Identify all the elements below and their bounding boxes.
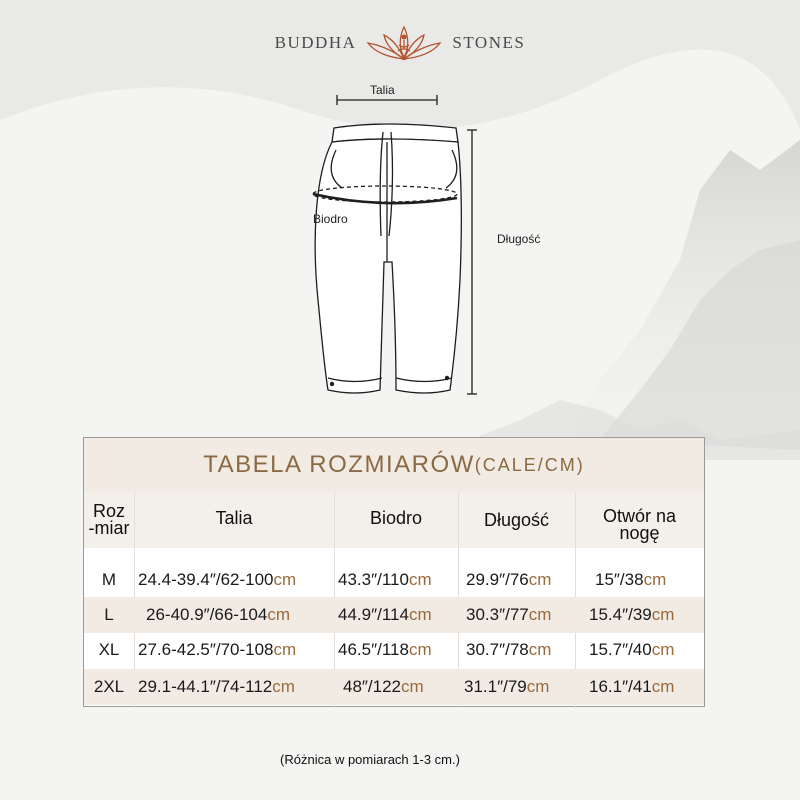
waist-cell: 24.4-39.4″/62-100 cm bbox=[138, 570, 297, 589]
table-row-m bbox=[84, 562, 704, 598]
hip-cell: 43.3″/110 cm bbox=[338, 570, 432, 589]
size-table bbox=[83, 437, 705, 707]
hip-label: Biodro bbox=[313, 212, 348, 226]
waist-cell: 26-40.9″/66-104 cm bbox=[146, 605, 291, 624]
leg-opening-cell: 15″/38 cm bbox=[595, 570, 667, 589]
length-cell: 30.7″/78 cm bbox=[466, 640, 552, 659]
hip-cell: 48″/122 cm bbox=[343, 677, 424, 696]
table-row-xl bbox=[84, 632, 704, 668]
size-cell: L bbox=[104, 605, 114, 624]
waist-label: Talia bbox=[370, 83, 395, 97]
hip-cell: 46.5″/118 cm bbox=[338, 640, 432, 659]
brand-name-right: STONES bbox=[452, 33, 526, 52]
size-cell: XL bbox=[98, 640, 120, 659]
leg-opening-cell: 16.1″/41 cm bbox=[589, 677, 675, 696]
table-title-text: TABELA ROZMIARÓW bbox=[203, 451, 475, 478]
brand-name-left: BUDDHA bbox=[274, 33, 357, 52]
length-label: Długość bbox=[497, 232, 541, 246]
size-cell: M bbox=[101, 570, 117, 589]
header-hip: Biodro bbox=[369, 508, 423, 528]
length-cell: 29.9″/76 cm bbox=[466, 570, 552, 589]
table-header-row bbox=[84, 492, 704, 548]
measurement-footnote: (Różnica w pomiarach 1-3 cm.) bbox=[280, 752, 460, 767]
leg-opening-cell: 15.7″/40 cm bbox=[589, 640, 675, 659]
header-length: Długość bbox=[483, 510, 550, 530]
table-title-unit: (CALE/CM) bbox=[474, 454, 585, 475]
table-row-l bbox=[84, 597, 704, 633]
size-cell: 2XL bbox=[93, 677, 125, 696]
header-leg-opening: Otwór na nogę bbox=[602, 506, 677, 543]
length-cell: 30.3″/77 cm bbox=[466, 605, 552, 624]
hip-cell: 44.9″/114 cm bbox=[338, 605, 432, 624]
waist-cell: 29.1-44.1″/74-112 cm bbox=[138, 677, 295, 696]
table-row-2xl bbox=[84, 669, 704, 705]
table-title bbox=[84, 438, 704, 493]
waist-cell: 27.6-42.5″/70-108 cm bbox=[138, 640, 297, 659]
header-waist: Talia bbox=[215, 508, 253, 528]
header-size: Roz -miar bbox=[88, 501, 130, 538]
length-cell: 31.1″/79 cm bbox=[464, 677, 550, 696]
leg-opening-cell: 15.4″/39 cm bbox=[589, 605, 675, 624]
